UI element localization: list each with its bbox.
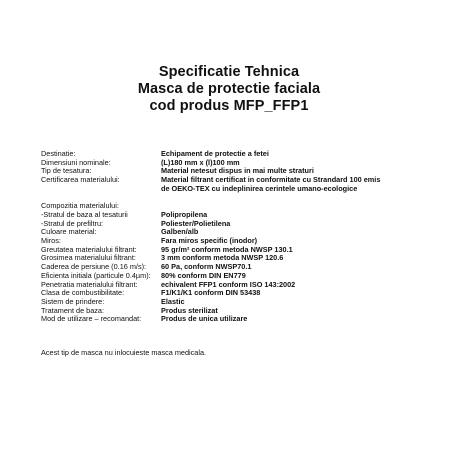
spec-label: -Stratul de prefiltru: xyxy=(41,218,104,228)
spec-label: Tratament de baza: xyxy=(41,305,105,315)
title-line-2: Masca de protectie faciala xyxy=(137,81,321,97)
spec-row xyxy=(41,315,441,324)
spec-label: Destinatie: xyxy=(41,149,76,158)
spec-label: Clasa de combustibilitate: xyxy=(41,288,125,298)
spec-label: Grosimea materialului filtrant: xyxy=(41,253,136,263)
title-line-1: Specificatie Tehnica xyxy=(158,64,300,80)
spec-label: Mod de utilizare – recomandat: xyxy=(41,314,142,324)
spec-value: de OEKO-TEX cu indeplinirea cerintele umano-ecologice xyxy=(161,183,358,193)
spec-value: Poliester/Polietilena xyxy=(161,218,231,228)
footnote: Acest tip de masca nu inlocuieste masca medicala. xyxy=(41,348,207,357)
spec-value: 3 mm conform metoda NWSP 120.6 xyxy=(161,253,284,263)
spec-label: Dimensiuni nominale: xyxy=(41,157,111,167)
spec-value: 80% conform DIN EN779 xyxy=(161,270,246,280)
spec-label: Greutatea materialului filtrant: xyxy=(41,244,137,254)
spec-value: Echipament de protectie a fetei xyxy=(161,149,269,158)
spec-value: Polipropilena xyxy=(161,209,208,219)
spec-label: Sistem de prindere: xyxy=(41,296,105,306)
spec-label: Certificarea materialului: xyxy=(41,175,120,185)
spec-value: Produs sterilizat xyxy=(161,305,218,315)
spec-row xyxy=(41,185,441,194)
spec-value: Fara miros specific (inodor) xyxy=(161,236,258,246)
spec-value: 95 gr/m² conform metoda NWSP 130.1 xyxy=(161,244,293,254)
title-line-3: cod produs MFP_FFP1 xyxy=(149,98,309,114)
spec-row xyxy=(41,220,441,229)
spec-value: F1/K1/K1 conform DIN 53438 xyxy=(161,288,261,298)
spec-value: (L)180 mm x (l)100 mm xyxy=(161,157,240,167)
spec-value: Elastic xyxy=(161,296,185,306)
spec-value: Material netesut dispus in mai multe straturi xyxy=(161,166,314,176)
spec-label: Tip de tesatura: xyxy=(41,166,92,176)
spec-label xyxy=(41,185,161,194)
spec-value: Material filtrant certificat in conformitate cu Strandard 100 emis xyxy=(161,175,381,185)
spec-label: -Stratul de baza al tesaturii xyxy=(41,209,128,219)
spec-value: 60 Pa, conform NWSP70.1 xyxy=(161,262,252,272)
spec-label: Compozitia materialului: xyxy=(41,201,119,211)
document-title xyxy=(0,64,458,115)
spec-value: Produs de unica utilizare xyxy=(161,314,248,324)
spec-label: Miros: xyxy=(41,236,61,246)
spec-value: Galben/alb xyxy=(161,227,199,237)
specification-table xyxy=(41,150,441,324)
spec-label: Caderea de persiune (0.16 m/s): xyxy=(41,262,147,272)
spec-label: Culoare material: xyxy=(41,227,97,237)
spec-label: Penetratia materialului filtrant: xyxy=(41,279,138,289)
spec-label: Eficienta initiala (particule 0.4µm): xyxy=(41,270,151,280)
spec-value: echivalent FFP1 conform ISO 143:2002 xyxy=(161,279,296,289)
